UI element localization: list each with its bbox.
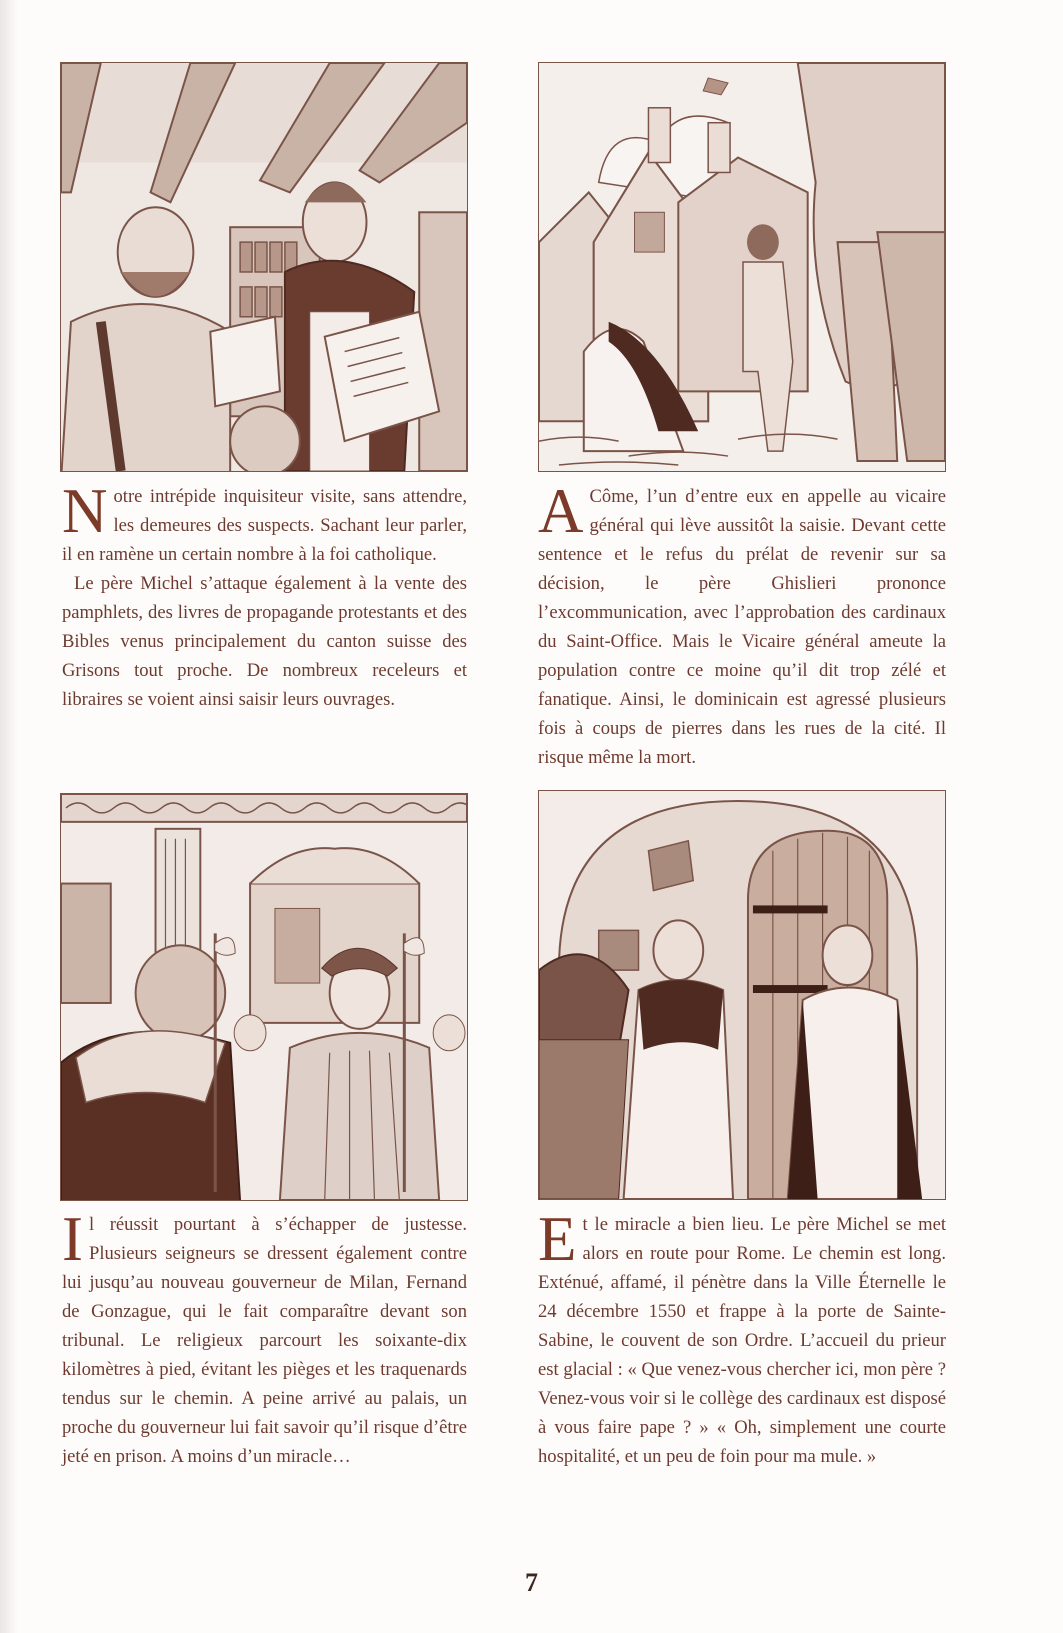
narrative-text-4 (538, 1204, 946, 1471)
tribunal-drawing (61, 794, 467, 1200)
convent-drawing (539, 791, 945, 1199)
paragraph: l réussit pourtant à s’échapper de justesse. Plusieurs seigneurs se dressent également contre lui jusqu’au nouveau gouverneur de Milan, Fernand de Gonzague, qui le fait comparaître devant son tribunal. Le religieux parcourt les soixante-dix kilomètres à pied, évitant les pièges et les traquenards tendus sur le chemin. A peine arrivé au palais, un proche du gouverneur lui fait savoir qu’il risque d’être jeté en prison. A moins d’un miracle… (62, 1214, 467, 1467)
illustration-convent-door-scene (538, 790, 946, 1200)
library-drawing (61, 63, 467, 471)
paragraph: Côme, l’un d’entre eux en appelle au vicaire général qui lève aussitôt la saisie. Devant cette sentence et le refus du prélat de revenir sur sa décision, le père Ghislieri prononce l’excommunication, avec l’approbation des cardinaux du Saint-Office. Mais le Vicaire général ameute la population contre ce moine qu’il dit trop zélé et fanatique. Ainsi, le dominicain est agressé plusieurs fois à coups de pierres dans les rues de la cité. Il risque même la mort. (538, 486, 946, 768)
narrative-text-1 (62, 476, 467, 714)
street-drawing (539, 63, 945, 471)
page-number: 7 (525, 1568, 538, 1597)
dropcap-letter: A (538, 476, 584, 546)
illustration-governor-tribunal-scene (60, 793, 468, 1201)
dropcap-letter: E (538, 1204, 577, 1274)
paragraph: otre intrépide inquisiteur visite, sans attendre, les demeures des suspects. Sachant leur parler, il en ramène un certain nombre à la foi catholique. (62, 486, 467, 565)
illustration-street-stoning-scene (538, 62, 946, 472)
page-gutter-shadow (0, 0, 18, 1633)
paragraph: Le père Michel s’attaque également à la vente des pamphlets, des livres de propagande protestants et des Bibles venus principalement du canton suisse des Grisons tout proche. De nombreux receleurs et libraires se voient ainsi saisir leurs ouvrages. (62, 573, 467, 710)
illustration-library-scene (60, 62, 468, 472)
paragraph: t le miracle a bien lieu. Le père Michel se met alors en route pour Rome. Le chemin est long. Exténué, affamé, il pénètre dans la Ville Éternelle le 24 décembre 1550 et frappe à la porte de Sainte-Sabine, le couvent de son Ordre. L’accueil du prieur est glacial : « Que venez-vous chercher ici, mon père ? Venez-vous voir si le collège des cardinaux est disposé à vous faire pape ? » « Oh, simplement une courte hospitalité, et un peu de foin pour ma mule. » (538, 1214, 946, 1467)
narrative-text-2 (538, 476, 946, 772)
dropcap-letter: I (62, 1204, 83, 1274)
narrative-text-3 (62, 1204, 467, 1471)
dropcap-letter: N (62, 476, 108, 546)
